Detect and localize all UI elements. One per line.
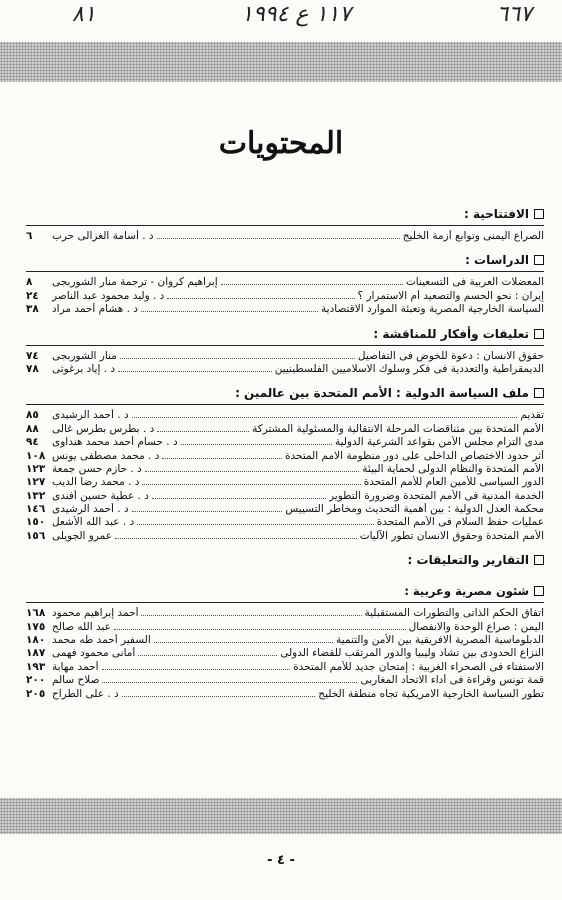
toc-entry-page: ٨٥ [26, 409, 39, 422]
toc-entry-page: ١٨٧ [26, 647, 46, 660]
toc-entry-title: أثر حدود الاختصاص الداخلى على دور منظومة الامم المتحدة [285, 449, 544, 462]
toc-entry-author: د . إياد برغوثى [52, 362, 116, 375]
toc-entry [26, 450, 544, 463]
toc-entry [26, 661, 544, 674]
toc-entry-page: ٧٤ [26, 349, 39, 362]
section-rule [26, 271, 544, 272]
toc-entry-page: ٨٨ [26, 422, 39, 435]
section-heading-text: الافتتاحية : [463, 207, 529, 221]
leader-dots [120, 350, 355, 359]
leader-dots [114, 621, 406, 630]
toc-entry [26, 409, 544, 422]
leader-dots [181, 436, 332, 445]
section-rule [26, 602, 544, 603]
checkbox-square-icon [534, 586, 544, 596]
toc-entry [26, 688, 544, 701]
toc-entry-page: ٣٨ [26, 303, 39, 316]
checkbox-square-icon [534, 555, 544, 565]
toc-entry-page: ١٧٥ [26, 620, 46, 633]
toc-entry-title: الأمم المتحدة وحقوق الانسان تطور الآليات [359, 529, 544, 542]
toc-entry [26, 423, 544, 436]
section-rule [26, 404, 544, 405]
toc-entry-author: صلاح سالم [52, 674, 100, 687]
toc-entry-author: السفير أحمد طه محمد [52, 634, 151, 647]
section-subheading [26, 584, 544, 600]
toc-entry [26, 647, 544, 660]
toc-entry-page: ٢٠٠ [26, 674, 46, 687]
section-heading-text: التقارير والتعليقات : [407, 553, 529, 568]
toc-entry-page: ٦ [26, 230, 33, 242]
leader-dots [137, 516, 374, 525]
toc-entry-author: منار الشوربجى [52, 349, 117, 362]
toc-entry-author: د . بطرس بطرس غالى [52, 422, 155, 435]
toc-entry-page: ٩٤ [26, 436, 39, 449]
checkbox-square-icon [534, 209, 544, 219]
toc-entry [26, 463, 544, 476]
toc-entry-author: د . محمد مصطفى يونس [52, 449, 160, 462]
section-heading-text: الدراسات : [465, 253, 529, 268]
toc-entry [26, 634, 544, 647]
toc-entry-author: د . على الطراح [52, 687, 119, 700]
toc-entry [26, 674, 544, 687]
leader-dots [132, 409, 518, 418]
leader-dots [102, 661, 291, 670]
leader-dots [167, 290, 354, 299]
toc-entry [26, 503, 544, 516]
toc-entry-author: د . عبد الله الأشعل [52, 516, 135, 529]
checkbox-square-icon [534, 255, 544, 265]
toc-entry [26, 607, 544, 620]
toc-entry-title: الدور السياسى للأمين العام للأمم المتحدة [363, 476, 544, 489]
toc-entry-title: الخدمة المدنية فى الأمم المتحدة وضرورة التطوير [329, 489, 544, 502]
toc-entry-author: د . هشام أحمد مراد [52, 303, 138, 316]
section-subheading-text: شئون مصرية وعربية : [404, 584, 529, 599]
toc-entry-title: اليمن : صراع الوحدة والانفصال [408, 620, 544, 633]
toc-entry-title: اتفاق الحكم الذاتى والتطورات المستقبلية [364, 607, 544, 620]
section-heading [26, 327, 544, 343]
leader-dots [102, 674, 357, 683]
toc-entry-title: المعضلات العربية فى التسعينات [405, 276, 544, 289]
toc-entry-title: تقديم [520, 409, 544, 422]
leader-dots [122, 688, 316, 697]
toc-entry [26, 350, 544, 363]
toc-entry-author: د . أسامة الغزالى حرب [52, 230, 154, 242]
leader-dots [142, 476, 360, 485]
leader-dots [141, 303, 318, 312]
toc-entry-page: ١٥٦ [26, 529, 46, 542]
toc-entry [26, 516, 544, 529]
handwriting-right: ٦٦٧ [496, 1, 532, 27]
leader-dots [145, 463, 360, 472]
toc-entry [26, 476, 544, 489]
handwritten-annotations [0, 0, 562, 28]
toc-entry [26, 436, 544, 449]
toc-entry-author: د . وليد محمود عبد الناصر [52, 289, 165, 302]
toc-entry-title: الصراع اليمنى وتوابع أزمة الخليج [402, 230, 544, 242]
toc-entry-title: الأمم المتحدة بين متناقضات المرحلة الانتقالية والمسئولية المشتركة [252, 422, 544, 435]
toc-entry-page: ١٢٣ [26, 462, 46, 475]
toc-entry [26, 303, 544, 316]
toc-entry [26, 230, 544, 243]
page-number: - ٤ - [267, 853, 295, 868]
toc-entry-page: ١٥٠ [26, 516, 46, 529]
bottom-halftone-band [0, 798, 562, 834]
handwriting-left: ٨١ [72, 1, 96, 27]
handwriting-center: ١١٧ ع ١٩٩٤ [241, 1, 352, 27]
top-halftone-band [0, 42, 562, 82]
toc-entry-page: ٧٨ [26, 362, 39, 375]
section-heading [26, 553, 544, 569]
toc-entry-page: ٨ [26, 276, 33, 289]
section-rule [26, 345, 544, 346]
leader-dots [162, 450, 282, 459]
toc-entry [26, 290, 544, 303]
toc-entry-title: قمة تونس وقراءة فى أداء الاتحاد المغاربى [360, 674, 544, 687]
toc-entry-author: د . عطية حسين أفندى [52, 489, 149, 502]
leader-dots [118, 363, 272, 372]
toc-entry-author: إبراهيم كروان - ترجمة منار الشوربجى [52, 276, 218, 289]
toc-entry-title: السياسة الخارجية المصرية وتعبئة الموارد الاقتصادية [321, 303, 544, 316]
toc-entry-page: ٢٤ [26, 289, 39, 302]
toc-entry-title: حقوق الانسان : دعوة للخوض فى التفاصيل [357, 349, 544, 362]
toc-entry-title: الأمم المتحدة والنظام الدولى لحماية البيئة [362, 462, 544, 475]
toc-entry-title: الاستفتاء فى الصحراء الغربية : إمتحان جديد للأمم المتحدة [293, 660, 544, 673]
toc-entry-page: ١٦٨ [26, 607, 46, 620]
toc-entry-author: أحمد مهابة [52, 660, 99, 673]
toc-entry-title: النزاع الحدودى بين تشاد وليبيا والدور المرتقب للقضاء الدولى [280, 647, 544, 660]
toc-entry-author: د . حسام أحمد محمد هنداوى [52, 436, 178, 449]
toc-entry-author: د . محمد رضا الديب [52, 476, 140, 489]
leader-dots [157, 423, 249, 432]
leader-dots [141, 607, 361, 616]
checkbox-square-icon [534, 388, 544, 398]
toc-entry-page: ١٨٠ [26, 634, 46, 647]
table-of-contents [26, 205, 544, 709]
section-rule [26, 225, 544, 226]
toc-entry [26, 276, 544, 289]
checkbox-square-icon [534, 329, 544, 339]
toc-entry-title: عمليات حفظ السلام فى الأمم المتحدة [376, 516, 544, 529]
toc-entry-title: الديمقراطية والتعددية فى فكر وسلوك الاسلاميين الفلسطينيين [274, 362, 544, 375]
toc-entry [26, 530, 544, 543]
leader-dots [132, 503, 283, 512]
toc-entry-author: أحمد إبراهيم محمود [52, 607, 139, 620]
toc-entry-title: تطور السياسة الخارجية الامريكية تجاه منطقة الخليج [318, 687, 544, 700]
toc-entry-page: ١٣٢ [26, 489, 46, 502]
toc-entry-title: محكمة العدل الدولية : بين أهمية التحديث ومخاطر التسييس [285, 503, 544, 516]
toc-entry [26, 363, 544, 376]
toc-entry-author: عمرو الجويلى [52, 529, 113, 542]
toc-entry-page: ١٤٦ [26, 503, 46, 516]
toc-entry-page: ١٢٧ [26, 476, 46, 489]
section-heading-text: ملف السياسة الدولية : الأمم المتحدة بين عالمين : [235, 386, 529, 401]
leader-dots [221, 276, 403, 285]
toc-entry-author: د . أحمد الرشيدى [52, 503, 129, 516]
toc-entry [26, 621, 544, 634]
toc-entry [26, 490, 544, 503]
toc-entry-page: ٢٠٥ [26, 687, 46, 700]
leader-dots [138, 647, 277, 656]
toc-entry-title: مدى التزام مجلس الأمن بقواعد الشرعية الدولية [334, 436, 544, 449]
toc-entry-title: الدبلوماسية المصرية الافريقية بين الأمن والتنمية [336, 634, 544, 647]
section-heading [26, 386, 544, 402]
leader-dots [154, 634, 333, 643]
toc-entry-page: ١٩٣ [26, 660, 46, 673]
toc-entry-page: ١٠٨ [26, 449, 46, 462]
section-heading [26, 253, 544, 269]
toc-entry-author: عبد الله صالح [52, 620, 111, 633]
section-heading [26, 207, 544, 223]
toc-entry-author: د . أحمد الرشيدى [52, 409, 129, 422]
toc-entry-title: إيران : نحو الحسم والتصعيد أم الاستمرار ؟ [357, 289, 544, 302]
leader-dots [152, 490, 326, 499]
toc-entry-author: أمانى محمود فهمى [52, 647, 136, 660]
leader-dots [115, 530, 357, 539]
leader-dots [157, 230, 400, 239]
page-title: المحتويات [218, 126, 344, 161]
section-heading-text: تعليقات وأفكار للمناقشة : [373, 326, 529, 341]
toc-entry-author: د . حازم حسن جمعة [52, 462, 142, 475]
